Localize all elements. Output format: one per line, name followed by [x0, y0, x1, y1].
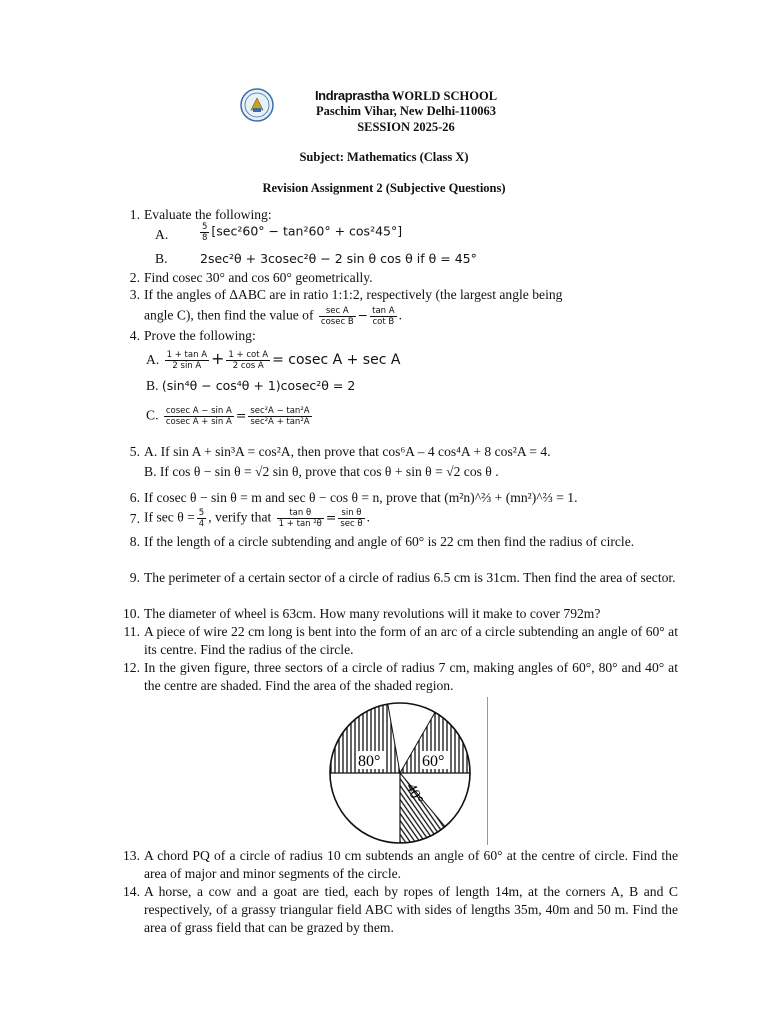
question-text: Evaluate the following:: [144, 207, 272, 222]
question-number: 12.: [123, 660, 140, 675]
assignment-title: Revision Assignment 2 (Subjective Questions): [262, 181, 506, 195]
question-text: A horse, a cow and a goat are tied, each by ropes of length 14m, at the corners A, B and C respectively, of a grassy triangular field ABC with sides of lengths 35m, 40m and 50 m. Find the area of grass field that can be grazed by them.: [144, 884, 678, 935]
question-text: B. If cos θ − sin θ = √2 sin θ, prove that cos θ + sin θ = √2 cos θ .: [144, 464, 499, 479]
frac-numerator: cosec A − sin A: [165, 406, 232, 416]
label-80: 80°: [358, 753, 381, 770]
subject-title: Subject: Mathematics (Class X): [299, 150, 469, 164]
frac-denominator: cosec A + sin A: [165, 417, 232, 427]
frac-denominator: cosec B: [320, 317, 354, 327]
sub-label: A.: [146, 352, 160, 367]
text: angle C), then find the value of: [144, 307, 314, 323]
question-text: If the length of a circle subtending and angle of 60° is 22 cm then find the radius of circle.: [144, 534, 635, 549]
question-text: The diameter of wheel is 63cm. How many revolutions will it make to cover 792m?: [144, 606, 601, 621]
operator: −: [357, 307, 369, 323]
question-number: 3.: [129, 287, 140, 302]
sub-label: B.: [146, 378, 159, 393]
expression: [sec²60° − tan²60° + cos²45°]: [211, 223, 403, 239]
question-number: 7.: [129, 511, 140, 526]
divider-line: [487, 697, 488, 845]
frac-numerator: 1 + cot A: [228, 350, 269, 361]
question-text: Prove the following:: [144, 328, 256, 343]
question-number: 11.: [123, 624, 140, 639]
question-text: If cosec θ − sin θ = m and sec θ − cos θ = n, prove that (m²n)^⅔ + (mn²)^⅔ = 1.: [144, 490, 578, 505]
frac-numerator: sec A: [319, 306, 356, 317]
operator: =: [325, 509, 337, 525]
school-name: [276, 88, 536, 104]
frac-denominator: 4: [198, 519, 205, 529]
label-60: 60°: [422, 753, 445, 770]
question-number: 4.: [129, 328, 140, 343]
text: If sec θ =: [144, 509, 195, 525]
question-number: 14.: [123, 884, 140, 899]
question-number: 2.: [129, 270, 140, 285]
question-number: 5.: [129, 444, 140, 459]
frac-denominator: 1 + tan ²θ: [278, 519, 322, 529]
question-number: 13.: [123, 848, 140, 863]
expression: (sin⁴θ − cos⁴θ + 1)cosec²θ = 2: [161, 378, 356, 393]
sub-label: A.: [155, 227, 169, 242]
question-number: 1.: [129, 207, 140, 222]
math-expression: [198, 222, 402, 243]
text: .: [398, 307, 402, 323]
frac-numerator: sec²A − tan²A: [250, 406, 310, 416]
question-text: If the angles of ΔABC are in ratio 1:1:2, respectively (the largest angle being: [144, 287, 563, 302]
question-text: A. If sin A + sin³A = cos²A, then prove that cos⁶A – 4 cos⁴A + 8 cos²A = 4.: [144, 444, 551, 459]
question-number: 9.: [129, 570, 140, 585]
question-number: 6.: [129, 490, 140, 505]
expression: 2sec²θ + 3cosec²θ − 2 sin θ cos θ if θ = 45°: [200, 251, 477, 266]
question-number: 8.: [129, 534, 140, 549]
question-text: In the given figure, three sectors of a circle of radius 7 cm, making angles of 60°, 80° and 40° at the centre are shaded. Find the area of the shaded region.: [144, 660, 678, 693]
frac-denominator: cot B: [372, 317, 395, 327]
question-text: Find cosec 30° and cos 60° geometrically.: [144, 270, 373, 285]
sub-label: B.: [155, 251, 168, 266]
frac-denominator: 2 sin A: [172, 361, 202, 372]
sector-figure: [318, 698, 488, 848]
frac-numerator: 5: [198, 508, 205, 518]
school-logo-icon: [240, 88, 274, 122]
frac-denominator: sec²A + tan²A: [250, 417, 310, 427]
text: .: [366, 509, 370, 525]
frac-numerator: 5: [202, 222, 208, 232]
operator: =: [235, 407, 247, 423]
frac-numerator: tan θ: [277, 508, 324, 519]
question-number: 10.: [123, 606, 140, 621]
question-text: A chord PQ of a circle of radius 10 cm subtends an angle of 60° at the centre of circle. Find the area of major and minor segments of the circle.: [144, 848, 678, 881]
frac-numerator: 1 + tan A: [166, 350, 208, 361]
expression: = cosec A + sec A: [272, 352, 401, 368]
math-line: [144, 306, 402, 327]
math-line: [144, 508, 370, 529]
frac-numerator: sin θ: [338, 508, 364, 519]
math-line: [146, 406, 314, 427]
math-line: [146, 350, 400, 371]
sub-label: C.: [146, 407, 159, 423]
frac-denominator: 2 cos A: [232, 361, 264, 372]
question-text: The perimeter of a certain sector of a circle of radius 6.5 cm is 31cm. Then find the area of sector.: [144, 570, 676, 585]
label-40: 40°: [402, 780, 426, 807]
school-address: Paschim Vihar, New Delhi-110063: [315, 104, 497, 118]
frac-denominator: 8: [202, 233, 208, 243]
text: , verify that: [208, 509, 272, 525]
session: SESSION 2025-26: [357, 120, 455, 134]
school-name-rest: WORLD SCHOOL: [391, 89, 498, 103]
frac-denominator: sec θ: [340, 519, 363, 529]
question-text: A piece of wire 22 cm long is bent into the form of an arc of a circle subtending an angle of 60° at its centre. Find the radius of the circle.: [144, 624, 678, 657]
frac-numerator: tan A: [372, 306, 395, 316]
operator: +: [211, 349, 225, 368]
math-line: [146, 377, 355, 395]
school-brand: Indraprastha: [314, 88, 389, 103]
